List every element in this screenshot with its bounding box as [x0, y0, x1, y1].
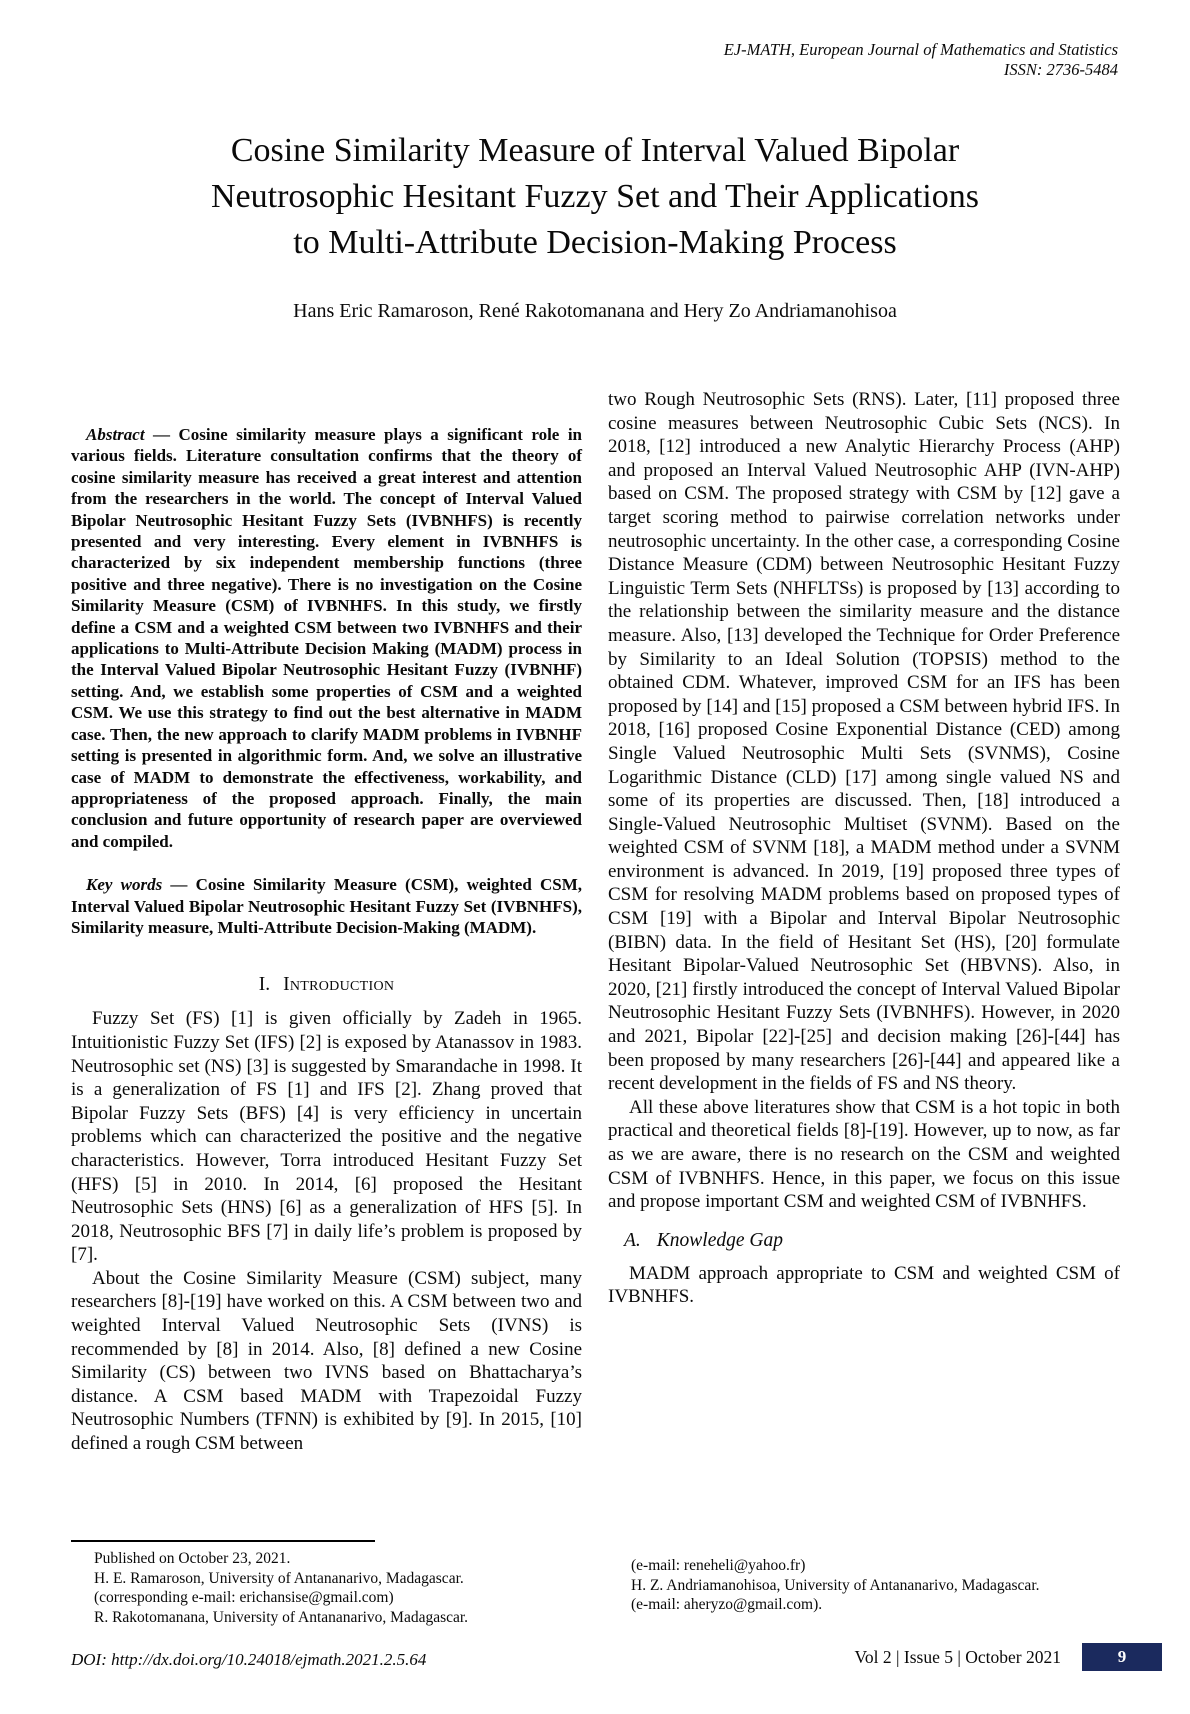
introduction-paragraph-2: About the Cosine Similarity Measure (CSM) subject, many researchers [8]-[19] have worked on this. A CSM between two and weighted Interval Valued Neutrosophic Sets (IVNS) is recommended by [8] in 2014. Also, [8] defined a new Cosine Similarity (CS) between two IVNS based on Bhattacharya’s distance. A CSM based MADM with Trapezoidal Fuzzy Neutrosophic Numbers (TFNN) is exhibited by [9]. In 2015, [10] defined a rough CSM between	[71, 1267, 582, 1455]
keywords-text: — Cosine Similarity Measure (CSM), weighted CSM, Interval Valued Bipolar Neutrosophic Hesitant Fuzzy Set (IVBNHFS), Similarity measure, Multi-Attribute Decision-Making (MADM).	[71, 875, 583, 937]
right-column	[608, 388, 1120, 1309]
abstract-lead: Abstract	[86, 425, 145, 444]
footnote-block-left	[71, 1540, 582, 1627]
keywords-lead: Key words	[86, 875, 163, 895]
right-column-paragraph-1: two Rough Neutrosophic Sets (RNS). Later, [11] proposed three cosine measures between Neutrosophic Cubic Sets (NCS). In 2018, [12] introduced a new Analytic Hierarchy Process (AHP) and proposed an Interval Valued Neutrosophic AHP (IVN-AHP) based on CSM. The proposed strategy with CSM by [12] gave a target scoring method to pairwise correlation networks under neutrosophic uncertainty. In the other case, a corresponding Cosine Distance Measure (CDM) between Neutrosophic Hesitant Fuzzy Linguistic Term Sets (NHFLTSs) is proposed by [13] according to the relationship between the similarity measure and the distance measure. Also, [13] developed the Technique for Order Preference by Similarity to an Ideal Solution (TOPSIS) method to the obtained CDM. Whatever, improved CSM for an IFS has been proposed by [14] and [15] proposed a CSM between hybrid IFS. In 2018, [16] proposed Cosine Exponential Distance (CED) among Single Valued Neutrosophic Multi Sets (SVNMS), Cosine Logarithmic Distance (CLD) [17] among single valued NS and some of its properties are discussed. Then, [18] introduced a Single-Valued Neutrosophic Multiset (SVNM). Based on the weighted CSM of SVNM [18], a MADM method under a SVNM environment is advanced. In 2019, [19] proposed three types of CSM for resolving MADM problems based on proposed types of CSM [19] with a Bipolar and Interval Bipolar Neutrosophic (BIBN) data. In the field of Hesitant Set (HS), [20] formulate Hesitant Bipolar-Valued Neutrosophic Set (HBVNS). Also, in 2020, [21] firstly introduced the concept of Interval Valued Bipolar Neutrosophic Hesitant Fuzzy Sets (IVBNHFS). However, in 2020 and 2021, Bipolar [22]-[25] and decision making [26]-[44] has been proposed by many researchers [26]-[44] and appeared like a recent development in the fields of FS and NS theory.	[608, 389, 1120, 1095]
footnote-author-3: H. Z. Andriamanohisoa, University of Antananarivo, Madagascar.	[631, 1576, 1040, 1594]
subsection-heading-knowledge-gap	[608, 1230, 1120, 1252]
left-column	[71, 424, 582, 1456]
title-line-3: to Multi-Attribute Decision-Making Process	[293, 224, 897, 261]
authors-line: Hans Eric Ramaroson, René Rakotomanana and Hery Zo Andriamanohisoa	[293, 300, 897, 322]
subsection-title: Knowledge Gap	[656, 1229, 783, 1251]
footnote-email-1: (corresponding e-mail: erichansise@gmail.com)	[94, 1589, 394, 1606]
section-title: Introduction	[283, 974, 395, 996]
footnote-author-2: R. Rakotomanana, University of Antananarivo, Madagascar.	[94, 1608, 469, 1626]
footnote-author-1: H. E. Ramaroson, University of Antananarivo, Madagascar.	[94, 1569, 464, 1587]
doi-link: DOI: http://dx.doi.org/10.24018/ejmath.2021.2.5.64	[71, 1650, 427, 1669]
abstract-text: — Cosine similarity measure plays a significant role in various fields. Literature consultation confirms that the theory of cosine similarity measure has received a great interest and attention from the researchers in the world. The concept of Interval Valued Bipolar Neutrosophic Hesitant Fuzzy Sets (IVBNHFS) is recently presented and very interesting. Every element in IVBNHFS is characterized by six independent membership functions (three positive and three negative). There is no investigation on the Cosine Similarity Measure (CSM) of IVBNHFS. In this study, we firstly define a CSM and a weighted CSM between two IVBNHFS and their applications to Multi-Attribute Decision Making (MADM) process in the Interval Valued Bipolar Neutrosophic Hesitant Fuzzy (IVBNHF) setting. And, we establish some properties of CSM and a weighted CSM. We use this strategy to find out the best alternative in MADM case. Then, the new approach to clarify MADM problems in IVBNHF setting is presented in algorithmic form. And, we solve an illustrative case of MADM to demonstrate the effectiveness, workability, and appropriateness of the proposed approach. Finally, the main conclusion and future opportunity of research paper are overviewed and compiled.	[71, 425, 582, 851]
footnote-published: Published on October 23, 2021.	[94, 1550, 291, 1567]
footnote-email-3: (e-mail: aheryzo@gmail.com).	[631, 1596, 823, 1613]
page-title	[0, 128, 1190, 266]
section-number: I.	[258, 974, 271, 996]
journal-name: EJ-MATH, European Journal of Mathematics and Statistics	[723, 40, 1118, 59]
journal-header	[724, 40, 1118, 79]
title-line-1: Cosine Similarity Measure of Interval Valued Bipolar	[230, 132, 960, 169]
issue-info: Vol 2 | Issue 5 | October 2021	[854, 1646, 1061, 1667]
keywords-paragraph	[71, 874, 582, 938]
footer-right	[855, 1643, 1162, 1671]
page-number-badge: 9	[1082, 1643, 1162, 1671]
subsection-label: A.	[624, 1229, 641, 1251]
section-heading-introduction	[71, 974, 582, 996]
right-column-paragraph-2: All these above literatures show that CSM is a hot topic in both practical and theoretical fields [8]-[19]. However, up to now, as far as we are aware, there is no research on the CSM and weighted CSM of IVBNHFS. Hence, in this paper, we focus on this issue and propose important CSM and weighted CSM of IVBNHFS.	[608, 1096, 1120, 1213]
footnote-block-right	[608, 1556, 1120, 1615]
title-line-2: Neutrosophic Hesitant Fuzzy Set and Their Applications	[210, 178, 979, 215]
abstract-paragraph	[71, 424, 582, 852]
journal-issn: ISSN: 2736-5484	[1003, 59, 1118, 79]
knowledge-gap-paragraph: MADM approach appropriate to CSM and weighted CSM of IVBNHFS.	[608, 1262, 1120, 1308]
introduction-paragraph-1: Fuzzy Set (FS) [1] is given officially by Zadeh in 1965. Intuitionistic Fuzzy Set (IFS) [2] is exposed by Atanassov in 1983. Neutrosophic set (NS) [3] is suggested by Smarandache in 1998. It is a generalization of FS [1] and IFS [2]. Zhang proved that Bipolar Fuzzy Sets (BFS) [4] is very efficiency in uncertain problems which can characterized the positive and the negative characteristics. However, Torra introduced Hesitant Fuzzy Set (HFS) [5] in 2010. In 2014, [6] proposed the Hesitant Neutrosophic Sets (HNS) [6] as a generalization of HFS [5]. In 2018, Neutrosophic BFS [7] in daily life’s problem is proposed by [7].	[71, 1008, 582, 1266]
footnote-email-2: (e-mail: reneheli@yahoo.fr)	[631, 1557, 806, 1574]
footnote-separator-rule	[71, 1540, 375, 1542]
